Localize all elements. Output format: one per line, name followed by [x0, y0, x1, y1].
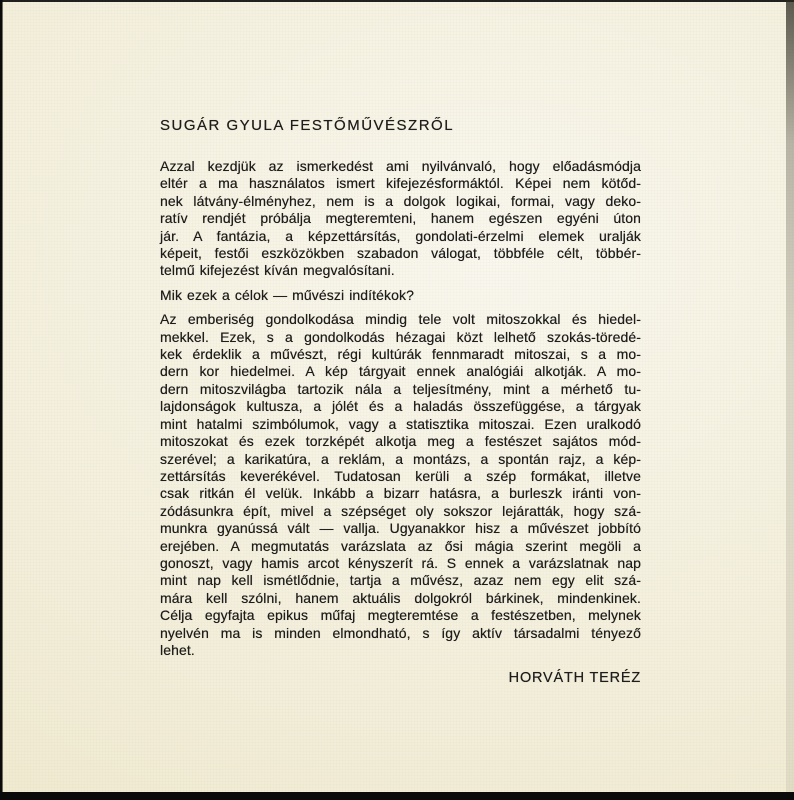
scan-edge-top: [0, 0, 794, 2]
scan-edge-right: [786, 0, 794, 800]
paragraph-question: [160, 287, 641, 304]
text-line: Mik ezek a célok — művészi indítékok?: [160, 286, 415, 303]
page-title: SUGÁR GYULA FESTŐMŰVÉSZRŐL: [160, 117, 455, 134]
text-line: Azzal kezdjük az ismerkedést ami nyilvánvaló, hogy előadásmódja: [160, 158, 641, 174]
text-line: zódásunkra épít, mivel a szépséget oly sokszor lejáratták, hogy szá-: [160, 502, 641, 519]
page-content: [160, 117, 641, 687]
text-line: mitoszokat és ezek torzképét alkotja meg a festészet sajátos mód-: [160, 433, 641, 450]
paragraph-main: [160, 311, 641, 659]
text-line: szerével; a karikatúra, a reklám, a montázs, a spontán rajz, a kép-: [160, 450, 641, 467]
text-line: lehet.: [160, 641, 195, 658]
text-line: dern kor hiedelmei. A kép tárgyait ennek analógiái alkotják. A mo-: [160, 363, 641, 380]
text-line: mára kell szólni, hanem aktuális dolgokról bárkinek, mindenkinek.: [160, 589, 641, 606]
author-signature: HORVÁTH TERÉZ: [508, 670, 641, 687]
text-line: mekkel. Ezek, s a gondolkodás hézagai közt lelhető szokás-töredé-: [160, 328, 641, 345]
scan-edge-left: [0, 0, 3, 800]
text-line: lajdonságok kultusza, a jólét és a haladás összefüggése, a tárgyak: [160, 398, 641, 415]
text-line: nyelvén ma is minden elmondható, s így aktív társadalmi tényező: [160, 624, 641, 641]
text-line: ratív rendjét próbálja megteremteni, hanem egészen egyéni úton: [160, 210, 641, 227]
article-body: [160, 158, 641, 659]
text-line: munkra gyanússá vált — vallja. Ugyanakkor hisz a művészet jobbító: [160, 520, 641, 537]
text-line: erejében. A megmutatás varázslata az ősi mágia szerint megöli a: [160, 537, 641, 554]
text-line: kek érdeklik a művészt, régi kultúrák fennmaradt mitoszai, s a mo-: [160, 346, 641, 363]
paragraph-intro: [160, 158, 641, 280]
text-line: képeit, festői eszközökben szabadon válogat, többféle célt, többér-: [160, 245, 641, 262]
text-line: csak ritkán él velük. Inkább a bizarr hatásra, a burleszk iránti von-: [160, 485, 641, 502]
text-line: telmű kifejezést kíván megvalósítani.: [160, 262, 395, 279]
text-line: gonoszt, vagy hamis arcot kényszerít rá. S ennek a varázslatnak nap: [160, 554, 641, 571]
text-line: mint nap kell ismétlődnie, tartja a művész, azaz nem egy elit szá-: [160, 572, 641, 589]
text-line: zettársítás keverékével. Tudatosan kerüli a szép formákat, illetve: [160, 467, 641, 484]
text-line: Célja egyfajta epikus műfaj megteremtése a festészetben, melynek: [160, 607, 641, 624]
text-line: jár. A fantázia, a képzettársítás, gondolati-érzelmi elemek uralják: [160, 227, 641, 244]
text-line: Az emberiség gondolkodása mindig tele volt mitoszokkal és hiedel-: [160, 311, 641, 328]
text-line: nek látvány-élményhez, nem is a dolgok logikai, formai, vagy deko-: [160, 192, 641, 209]
scan-edge-bottom: [0, 792, 794, 800]
text-line: dern mitoszvilágba tartozik nála a teljesítmény, mint a mérhető tu-: [160, 380, 641, 397]
text-line: mint hatalmi szimbólumok, vagy a statisztika mitoszai. Ezen uralkodó: [160, 415, 641, 432]
text-line: eltér a ma használatos ismert kifejezésformáktól. Képei nem kötőd-: [160, 175, 641, 192]
